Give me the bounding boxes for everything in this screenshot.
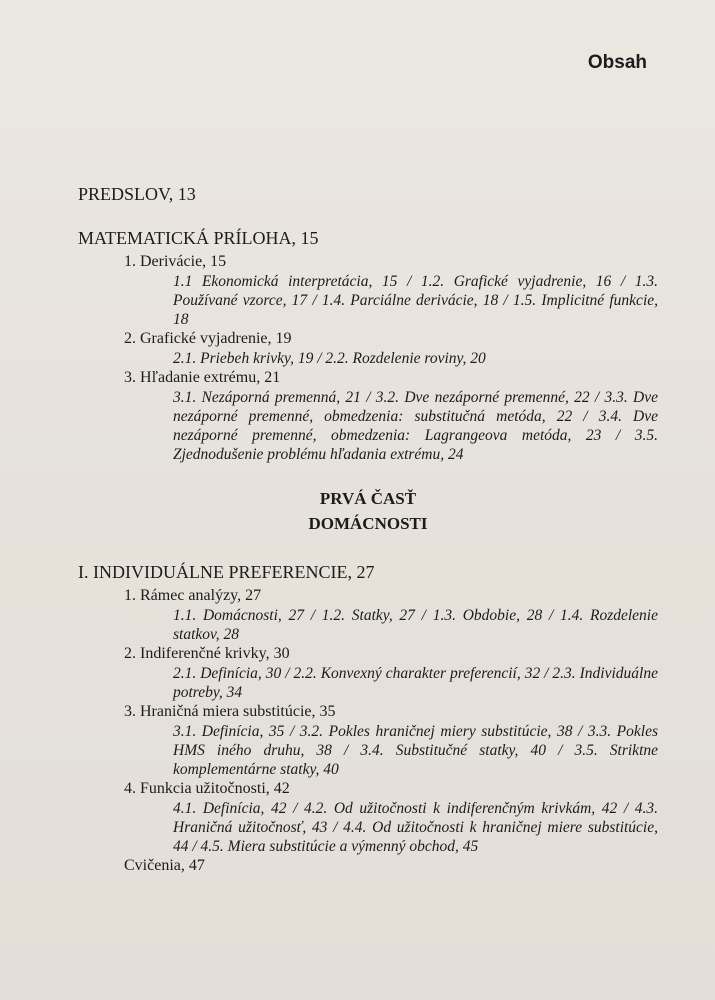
table-of-contents — [78, 182, 658, 876]
section-body: 2.1. Definícia, 30 / 2.2. Konvexný charakter preferencií, 32 / 2.3. Individuálne potreby, 34 — [173, 665, 658, 701]
section-title: 2. Indiferenčné krivky, 30 — [124, 645, 290, 662]
appendix-chapter — [78, 226, 658, 464]
appendix-title: MATEMATICKÁ PRÍLOHA, 15 — [78, 228, 319, 248]
part-line-1: PRVÁ ČASŤ — [319, 489, 417, 508]
section-title: 2. Grafické vyjadrenie, 19 — [124, 330, 292, 347]
section-body: 3.1. Definícia, 35 / 3.2. Pokles hraničnej miery substitúcie, 38 / 3.3. Pokles HMS iného druhu, 38 / 3.4. Substitučné statky, 40 / 3.5. Striktne komplementárne statky, 40 — [173, 723, 658, 778]
page-header: Obsah — [587, 52, 647, 73]
exercises-entry: Cvičenia, 47 — [124, 857, 205, 874]
chapter-title: I. INDIVIDUÁLNE PREFERENCIE, 27 — [78, 562, 375, 582]
section-body: 3.1. Nezáporná premenná, 21 / 3.2. Dve nezáporné premenné, 22 / 3.3. Dve nezáporné premenné, obmedzenia: substitučná metóda, 22 / 3.4. Dve nezáporné premenné, obmedzenia: Lagrangeova metóda, 23 / 3.5. Zjednodušenie problému hľadania extrému, 24 — [173, 389, 658, 463]
part-heading — [78, 486, 658, 536]
section-body: 1.1. Domácnosti, 27 / 1.2. Statky, 27 / 1.3. Obdobie, 28 / 1.4. Rozdelenie statkov, 28 — [173, 607, 658, 643]
section-title: 1. Derivácie, 15 — [124, 253, 227, 270]
part-line-2: DOMÁCNOSTI — [308, 514, 428, 533]
section-body: 4.1. Definícia, 42 / 4.2. Od užitočnosti k indiferenčným krivkám, 42 / 4.3. Hraničná užitočnosť, 43 / 4.4. Od užitočnosti k hraničnej miere substitúcie, 44 / 4.5. Miera substitúcie a výmenný obchod, 45 — [173, 800, 658, 855]
section-title: 1. Rámec analýzy, 27 — [124, 587, 262, 604]
chapter-1 — [78, 560, 658, 876]
preface-entry: PREDSLOV, 13 — [78, 184, 196, 204]
section-body: 2.1. Priebeh krivky, 19 / 2.2. Rozdelenie roviny, 20 — [173, 350, 486, 367]
section-body: 1.1 Ekonomická interpretácia, 15 / 1.2. Grafické vyjadrenie, 16 / 1.3. Používané vzorce, 17 / 1.4. Parciálne derivácie, 18 / 1.5. Implicitné funkcie, 18 — [173, 273, 658, 328]
section-title: 3. Hľadanie extrému, 21 — [124, 369, 281, 386]
section-title: 3. Hraničná miera substitúcie, 35 — [124, 703, 336, 720]
section-title: 4. Funkcia užitočnosti, 42 — [124, 780, 290, 797]
